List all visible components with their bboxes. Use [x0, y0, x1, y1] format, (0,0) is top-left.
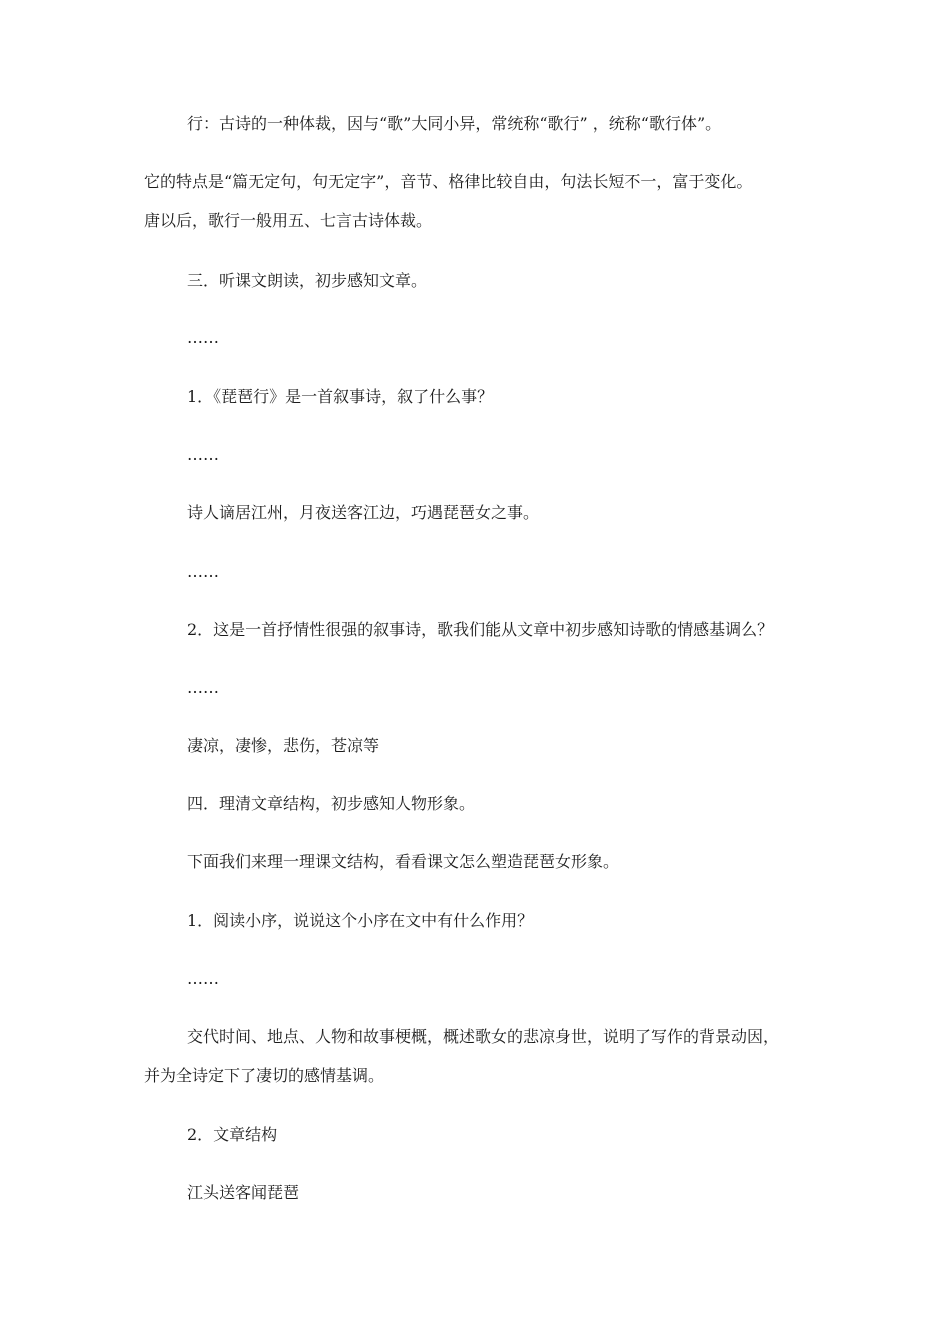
section-heading-4: 四．理清文章结构，初步感知人物形象。: [187, 794, 476, 813]
section-heading-3: 三．听课文朗读，初步感知文章。: [187, 271, 428, 290]
answer-preface-line-2: 并为全诗定下了凄切的感情基调。: [144, 1066, 385, 1085]
intro-structure: 下面我们来理一理课文结构，看看课文怎么塑造琵琶女形象。: [187, 852, 620, 871]
paragraph-gexing-line-1: 行：古诗的一种体裁，因与“歌”大同小异，常统称“歌行” ，统称“歌行体”。: [187, 114, 722, 133]
question-1: 1．《琵琶行》是一首叙事诗，叙了什么事？: [187, 387, 494, 406]
answer-2: 凄凉，凄惨，悲伤，苍凉等: [187, 736, 380, 755]
question-preface: 1．阅读小序，说说这个小序在文中有什么作用？: [187, 911, 534, 930]
ellipsis-4: ……: [187, 678, 219, 697]
ellipsis-5: ……: [187, 969, 219, 988]
answer-preface-line-1: 交代时间、地点、人物和故事梗概，概述歌女的悲凉身世，说明了写作的背景动因，: [187, 1027, 780, 1046]
question-2: 2．这是一首抒情性很强的叙事诗，歌我们能从文章中初步感知诗歌的情感基调么？: [187, 620, 774, 639]
ellipsis-2: ……: [187, 445, 219, 464]
paragraph-gexing-line-2: 它的特点是“篇无定句，句无定字”，音节、格律比较自由，句法长短不一，富于变化。: [144, 172, 753, 191]
paragraph-gexing-line-3: 唐以后，歌行一般用五、七言古诗体裁。: [144, 211, 433, 230]
structure-part-1: 江头送客闻琵琶: [187, 1183, 300, 1202]
structure-heading: 2．文章结构: [187, 1125, 278, 1144]
answer-1: 诗人谪居江州，月夜送客江边，巧遇琵琶女之事。: [187, 503, 540, 522]
ellipsis-1: ……: [187, 328, 219, 347]
ellipsis-3: ……: [187, 562, 219, 581]
